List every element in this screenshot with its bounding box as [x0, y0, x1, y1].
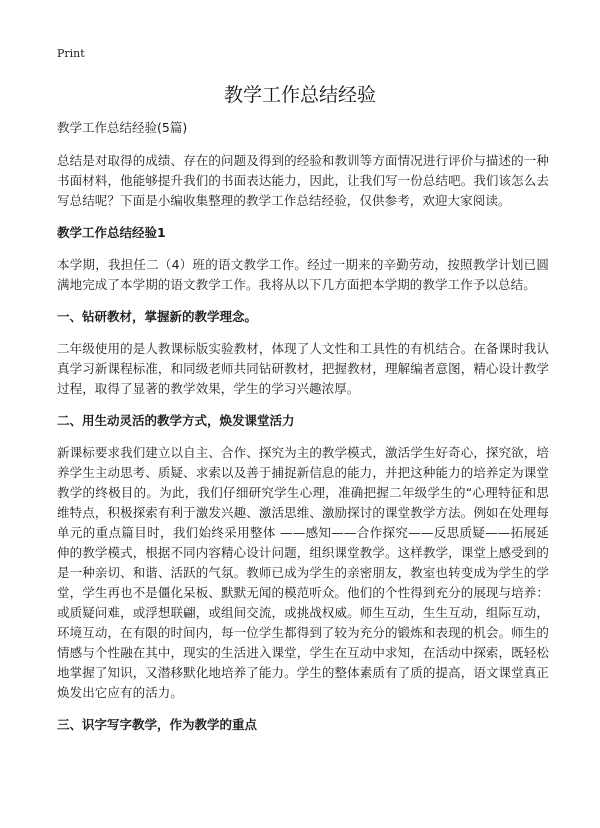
article-heading: 教学工作总结经验1 — [57, 225, 166, 240]
document-content — [57, 118, 549, 747]
article-intro-paragraph: 本学期，我担任二（4）班的语文教学工作。经过一期来的辛勤劳动，按照教学计划已圆满地完成了本学期的语文教学工作。我将从以下几方面把本学期的教学工作予以总结。 — [57, 257, 549, 292]
section-heading-1: 一、钻研教材，掌握新的教学理念。 — [57, 309, 258, 324]
print-label: Print — [57, 47, 85, 60]
section-heading-2: 二、用生动灵活的教学方式，焕发课堂活力 — [57, 413, 295, 428]
section-heading-3: 三、识字写字教学，作为教学的重点 — [57, 717, 258, 732]
intro-paragraph: 总结是对取得的成绩、存在的问题及得到的经验和教训等方面情况进行评价与描述的一种书面材料，他能够提升我们的书面表达能力，因此，让我们写一份总结吧。我们该怎么去写总结呢？下面是小编收集整理的教学工作总结经验，仅供参考，欢迎大家阅读。 — [57, 153, 549, 208]
document-subtitle: 教学工作总结经验(5篇) — [57, 120, 188, 135]
section-body-1: 二年级使用的是人教课标版实验教材，体现了人文性和工具性的有机结合。在备课时我认真学习新课程标准，和同级老师共同钻研教材，把握教材，理解编者意图，精心设计教学过程，取得了显著的教学效果，学生的学习兴趣浓厚。 — [57, 341, 549, 396]
document-title: 教学工作总结经验 — [223, 84, 376, 106]
section-body-2: 新课标要求我们建立以自主、合作、探究为主的教学模式，激活学生好奇心，探究欲，培养学生主动思考、质疑、求索以及善于捕捉新信息的能力，并把这种能力的培养定为课堂教学的终极目的。为此，我们仔细研究学生心理，准确把握二年级学生的“心理特征和思维特点，积极探索有利于激发兴趣、激活思维、激励探讨的课堂教学方法。例如在处理每单元的重点篇目时，我们始终采用整体 ——感知——合作探究——反思质疑——拓展延伸的教学模式，根据不同内容精心设计问题，组织课堂教学。这样教学，课堂上感受到的是一种亲切、和谐、活跃的气氛。教师已成为学生的亲密朋友，教室也转变成为学生的学堂，学生再也不是僵化呆板、默默无闻的模范听众。他们的个性得到充分的展现与培养：或质疑问难，或浮想联翩，或组间交流，或挑战权威。师生互动，生生互动，组际互动，环境互动，在有限的时间内，每一位学生都得到了较为充分的锻炼和表现的机会。师生的情感与个性融在其中，现实的生活进入课堂，学生在互动中求知，在活动中探索，既轻松地掌握了知识，又潜移默化地培养了能力。学生的整体素质有了质的提高，语文课堂真正焕发出它应有的活力。 — [57, 445, 549, 700]
